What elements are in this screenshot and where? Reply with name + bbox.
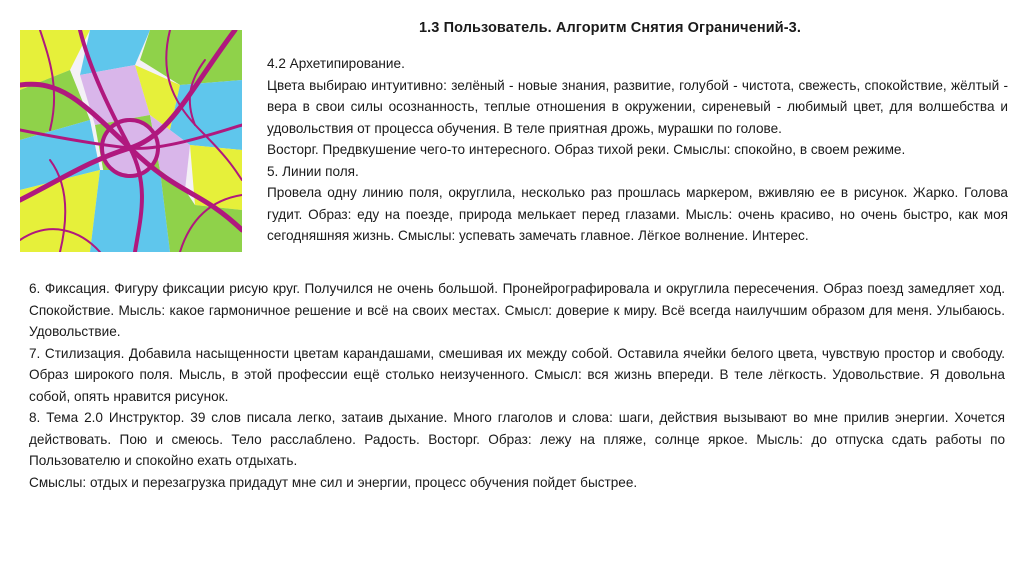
paragraph-fixation: 6. Фиксация. Фигуру фиксации рисую круг. Получился не очень большой. Пронейрографировала и округлила пересечения. Образ поезд замедляет ход. Спокойствие. Мысль: какое гармоничное решение и всё на своих местах. Смысл: доверие к миру. Всё всегда наилучшим образом для меня. Улыбаюсь. Удовольствие. <box>29 281 1005 339</box>
neurographic-artwork <box>20 30 242 252</box>
paragraph-archetype-heading: 4.2 Архетипирование. <box>267 56 405 71</box>
paragraph-field-lines-heading: 5. Линии поля. <box>267 163 359 179</box>
cell-blue <box>90 170 170 252</box>
paragraph-stylization: 7. Стилизация. Добавила насыщенности цветам карандашами, смешивая их между собой. Оставила ячейки белого цвета, чувствую простор и свободу. Образ широкого поля. Мысль, в этой профессии ещё столько неизученного. Смысл: вся жизнь впереди. В теле лёгкость. Удовольствие. Я довольна собой, опять нравится рисунок. <box>29 345 1005 404</box>
page-title: 1.3 Пользователь. Алгоритм Снятия Ограничений-3. <box>419 20 801 36</box>
paragraph-field-lines: Провела одну линию поля, округлила, несколько раз прошлась маркером, вживляю ее в рисунок. Жарко. Голова гудит. Образ: еду на поезде, природа мелькает перед глазами. Мысль: очень красиво, но очень быстро, как моя сегодняшняя жизнь. Смыслы: успевать замечать главное. Лёгкое волнение. Интерес. <box>267 185 1008 243</box>
paragraph-colors: Цвета выбираю интуитивно: зелёный - новые знания, развитие, голубой - чистота, свежесть, спокойствие, жёлтый - вера в свои силы осознанность, теплые отношения в окружении, сиреневый - любимый цвет, для волшебства и удовольствия от процесса обучения. В теле приятная дрожь, мурашки по голове. <box>267 77 1008 136</box>
paragraph-meanings: Смыслы: отдых и перезагрузка придадут мне сил и энергии, процесс обучения пойдет быстрее. <box>29 474 638 490</box>
paragraph-delight: Восторг. Предвкушение чего-то интересного. Образ тихой реки. Смыслы: спокойно, в своем режиме. <box>267 142 906 157</box>
bottom-text-block <box>29 278 1005 493</box>
top-text-block <box>267 53 1008 247</box>
paragraph-instructor: 8. Тема 2.0 Инструктор. 39 слов писала легко, затаив дыхание. Много глаголов и слова: шаги, действия вызывают во мне прилив энергии. Хочется действовать. Пою и смеюсь. Тело расслаблено. Радость. Восторг. Образ: лежу на пляже, солнце яркое. Мысль: до отпуска сдать работы по Пользователю и спокойно ехать отдыхать. <box>29 410 1005 468</box>
cell-yellow <box>190 145 242 210</box>
